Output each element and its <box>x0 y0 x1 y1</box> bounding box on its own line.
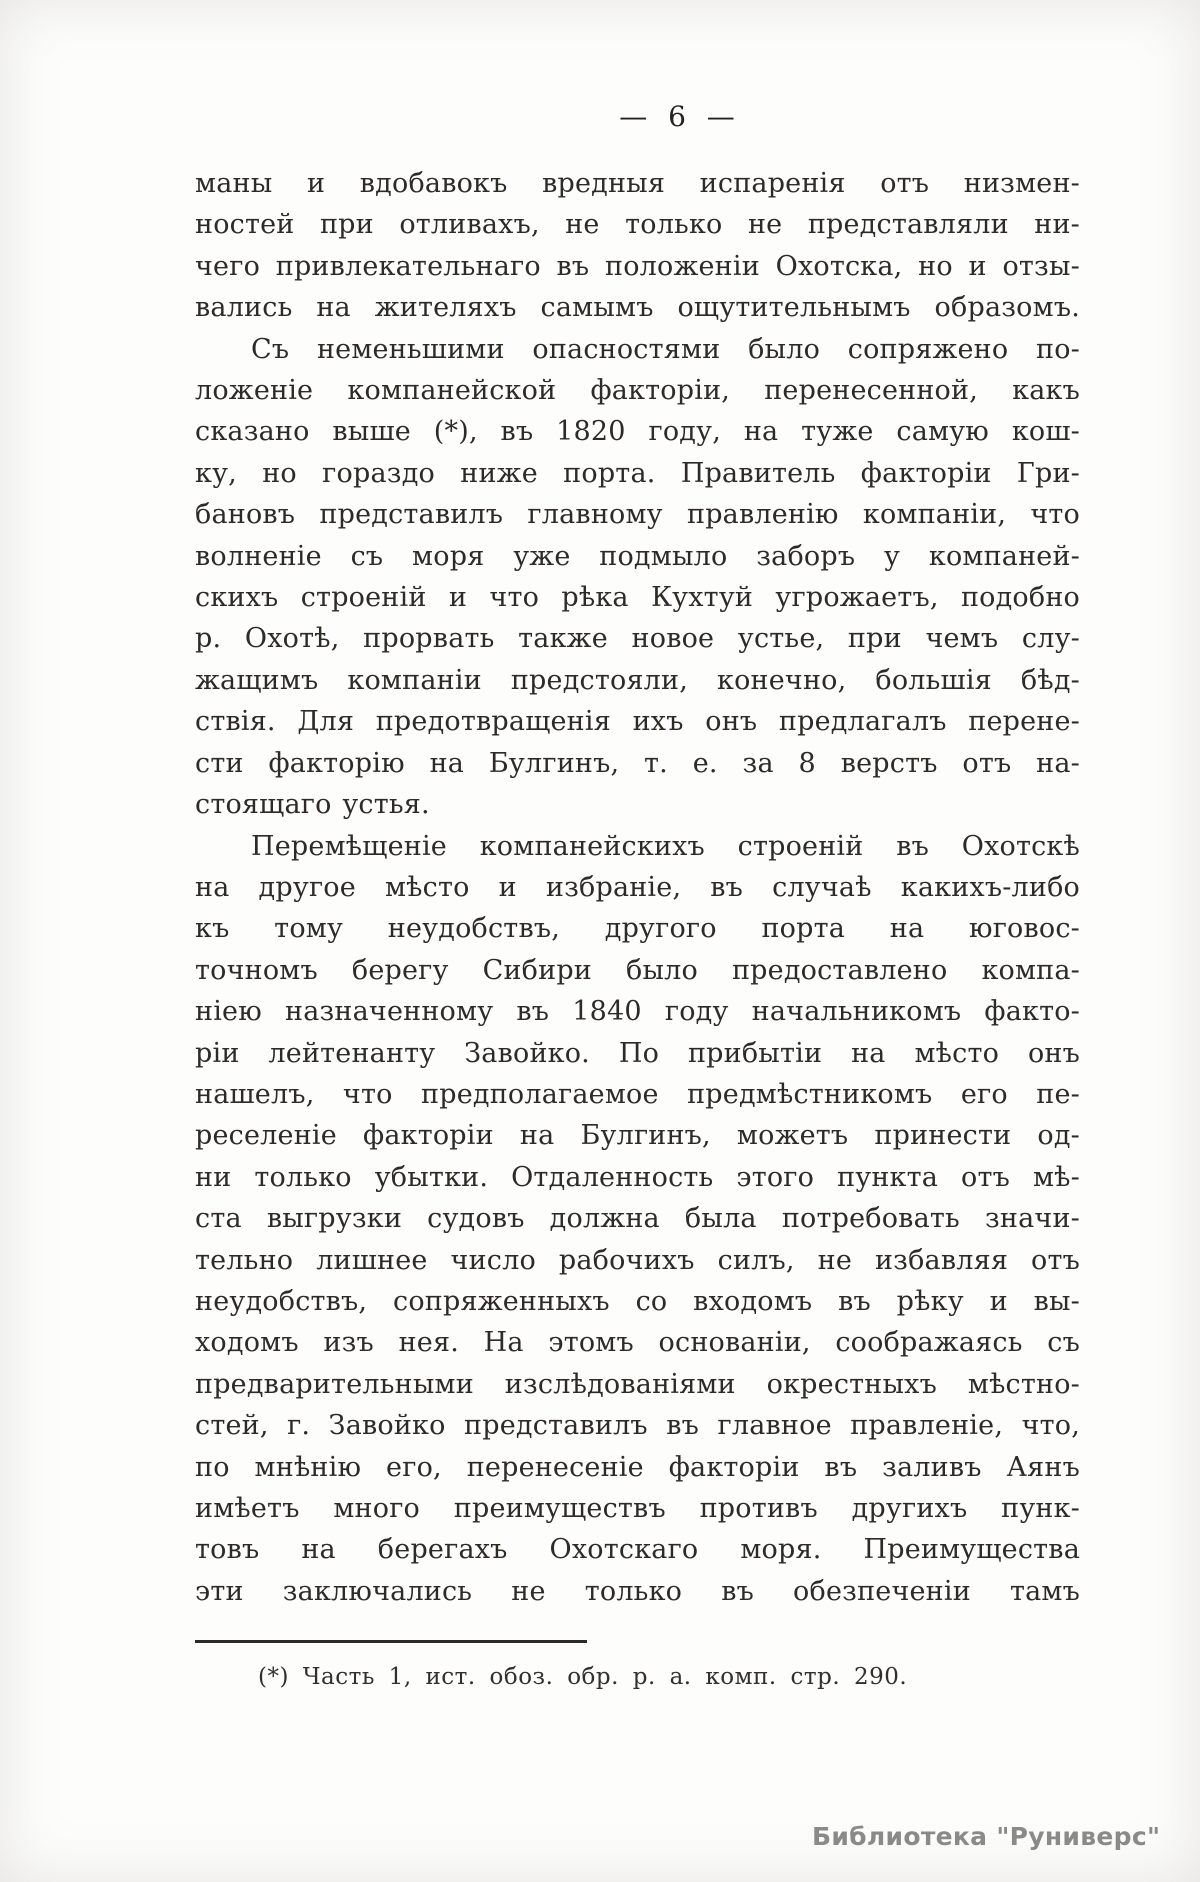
footnote-text: (*) Часть 1, ист. обоз. обр. р. а. комп. стр. 290. <box>258 1664 908 1690</box>
text-line: бановъ представилъ главному правленію компаніи, что <box>195 499 1080 531</box>
text-line: ностей при отливахъ, не только не представляли ни- <box>195 209 1080 241</box>
text-line: Съ неменьшими опасностями было сопряжено по- <box>251 333 1080 365</box>
text-line: къ тому неудобствъ, другого порта на юговос- <box>195 913 1080 945</box>
text-line: жащимъ компаніи предстояли, конечно, большія бѣд- <box>195 664 1080 696</box>
footnote-rule <box>195 1640 587 1643</box>
text-line: ни только убытки. Отдаленность этого пункта отъ мѣ- <box>195 1161 1080 1193</box>
text-block <box>195 163 1080 1612</box>
text-line: ста выгрузки судовъ должна была потребовать значи- <box>195 1203 1080 1235</box>
text-line: стоящаго устья. <box>195 789 430 821</box>
paragraph <box>195 163 1080 329</box>
text-line: скихъ строеній и что рѣка Кухтуй угрожаетъ, подобно <box>195 582 1080 614</box>
text-line: эти заключались не только въ обезпеченіи тамъ <box>195 1575 1080 1607</box>
text-line: стей, г. Завойко представилъ въ главное правленіе, что, <box>195 1410 1080 1442</box>
text-line: маны и вдобавокъ вредныя испаренія отъ низмен- <box>195 168 1080 199</box>
paragraph <box>195 826 1080 1613</box>
page-number: — 6 — <box>619 100 741 133</box>
text-line: вались на жителяхъ самымъ ощутительнымъ образомъ. <box>195 292 1080 324</box>
text-line: товъ на берегахъ Охотскаго моря. Преимущества <box>195 1534 1080 1566</box>
text-line: р. Охотѣ, прорвать также новое устье, при чемъ слу- <box>195 623 1080 655</box>
text-line: точномъ берегу Сибири было предоставлено компа- <box>195 954 1080 986</box>
text-line: чего привлекательнаго въ положеніи Охотска, но и отзы- <box>195 250 1080 282</box>
paragraph <box>195 329 1080 826</box>
text-line: сти факторію на Булгинъ, т. е. за 8 верстъ отъ на- <box>195 747 1080 779</box>
text-line: ствія. Для предотвращенія ихъ онъ предлагалъ перене- <box>195 706 1080 738</box>
text-line: на другое мѣсто и избраніе, въ случаѣ какихъ-либо <box>195 871 1080 903</box>
text-line: неудобствъ, сопряженныхъ со входомъ въ рѣку и вы- <box>195 1285 1080 1317</box>
text-line: ніею назначенному въ 1840 году начальникомъ факто- <box>195 996 1080 1028</box>
text-line: волненіе съ моря уже подмыло заборъ у компаней- <box>195 540 1080 572</box>
text-line: реселеніе факторіи на Булгинъ, можетъ принести од- <box>195 1120 1080 1152</box>
text-line: имѣетъ много преимуществъ противъ другихъ пунк- <box>195 1493 1080 1524</box>
watermark: Библиотека "Руниверс" <box>812 1822 1161 1851</box>
text-line: ложеніе компанейской факторіи, перенесенной, какъ <box>195 375 1080 407</box>
text-line: тельно лишнее число рабочихъ силъ, не избавляя отъ <box>195 1244 1080 1276</box>
text-line: ходомъ изъ нея. На этомъ основаніи, соображаясь съ <box>195 1327 1080 1359</box>
text-line: Перемѣщеніе компанейскихъ строеній въ Охотскѣ <box>251 830 1080 862</box>
text-line: ріи лейтенанту Завойко. По прибытіи на мѣсто онъ <box>195 1037 1080 1069</box>
text-line: по мнѣнію его, перенесеніе факторіи въ заливъ Аянъ <box>195 1451 1080 1483</box>
text-line: ку, но гораздо ниже порта. Правитель факторіи Гри- <box>195 457 1080 489</box>
text-line: сказано выше (*), въ 1820 году, на туже самую кош- <box>195 416 1080 448</box>
text-line: нашелъ, что предполагаемое предмѣстникомъ его пе- <box>195 1078 1080 1110</box>
text-line: предварительными изслѣдованіями окрестныхъ мѣстно- <box>195 1368 1080 1400</box>
